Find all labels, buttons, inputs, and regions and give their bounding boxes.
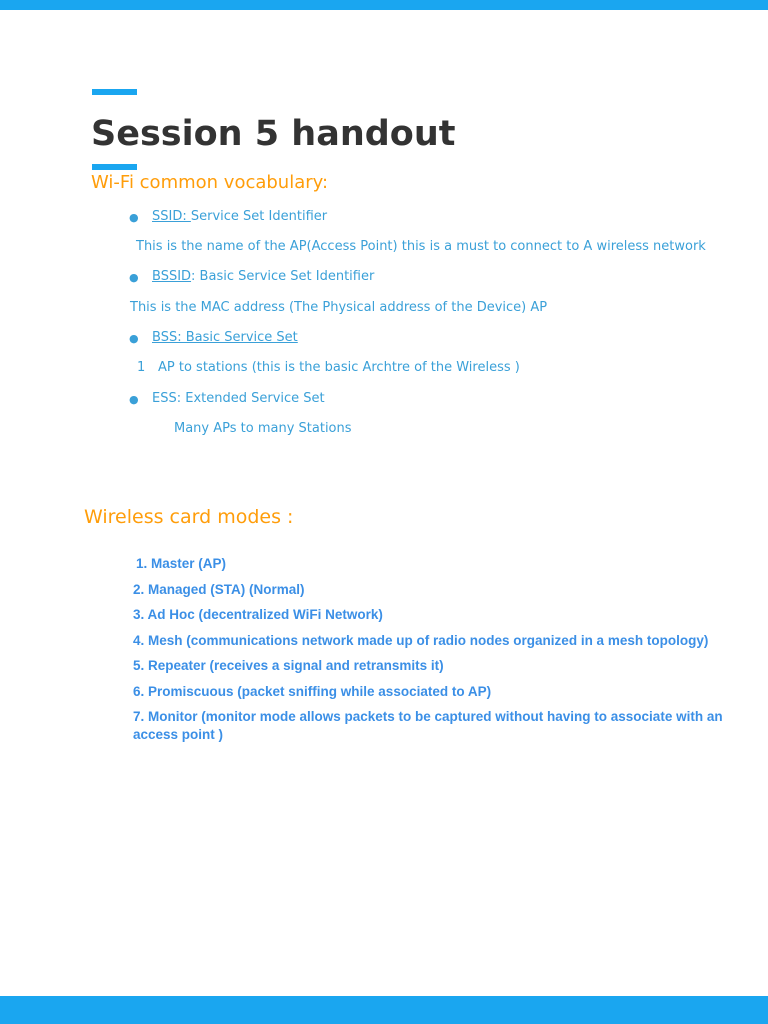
ssid-note: This is the name of the AP(Access Point) this is a must to connect to A wireless network (136, 239, 706, 254)
bssid-note: This is the MAC address (The Physical address of the Device) AP (130, 300, 548, 315)
bullet-icon: ● (129, 393, 139, 406)
bss-term: BSS: Basic Service Set (152, 330, 298, 345)
ess-item: ESS: Extended Service Set (152, 391, 325, 406)
bss-item (152, 329, 298, 347)
subtitle-accent-line (92, 164, 137, 170)
mode-item: 3. Ad Hoc (decentralized WiFi Network) (133, 607, 383, 622)
bullet-icon: ● (129, 271, 139, 284)
bullet-icon: ● (129, 211, 139, 224)
ssid-item (152, 208, 327, 226)
bss-note: AP to stations (this is the basic Archtre of the Wireless ) (158, 360, 520, 375)
mode-item: 7. Monitor (monitor mode allows packets to be captured without having to associate with an access point ) (133, 709, 723, 742)
ssid-term: SSID: (152, 209, 191, 224)
mode-item: 2. Managed (STA) (Normal) (133, 582, 305, 597)
top-accent-bar (0, 0, 768, 10)
bullet-icon: ● (129, 332, 139, 345)
bottom-accent-bar (0, 996, 768, 1024)
mode-item: 6. Promiscuous (packet sniffing while associated to AP) (133, 684, 492, 699)
vocabulary-heading: Wi-Fi common vocabulary: (91, 172, 329, 193)
mode-item: 1. Master (AP) (136, 556, 227, 571)
ess-note: Many APs to many Stations (174, 421, 352, 436)
bss-note-number: 1 (137, 360, 146, 375)
ssid-definition: Service Set Identifier (190, 209, 328, 224)
page-title: Session 5 handout (91, 114, 456, 154)
mode-item: 4. Mesh (communications network made up of radio nodes organized in a mesh topology) (133, 633, 709, 648)
wireless-modes-heading: Wireless card modes : (84, 506, 294, 528)
bssid-definition: : Basic Service Set Identifier (191, 269, 375, 284)
bssid-item (152, 268, 374, 286)
mode-item: 5. Repeater (receives a signal and retransmits it) (133, 658, 444, 673)
title-accent-line (92, 89, 137, 95)
bssid-term: BSSID (152, 269, 192, 284)
